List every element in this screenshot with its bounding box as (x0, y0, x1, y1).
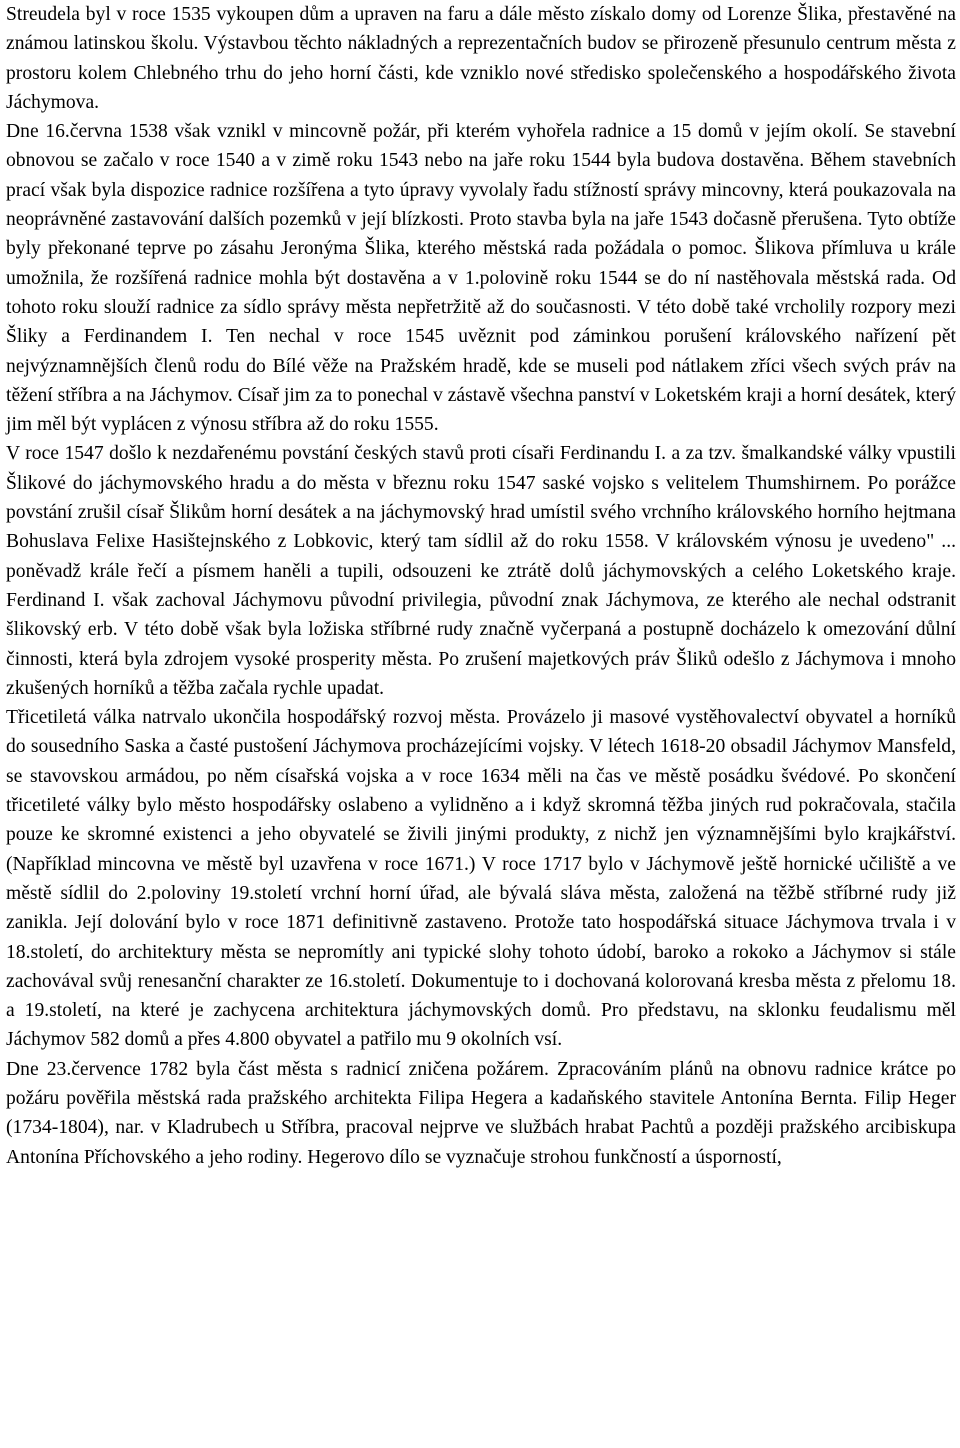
paragraph-5: Dne 23.července 1782 byla část města s radnicí zničena požárem. Zpracováním plánů na obnovu radnice krátce po požáru pověřila městská rada pražského architekta Filipa Hegera a kadaňského stavitele Antonína Bernta. Filip Heger (1734-1804), nar. v Kladrubech u Stříbra, pracoval nejprve ve službách hrabat Pachtů a později pražského arcibiskupa Antonína Příchovského a jeho rodiny. Hegerovo dílo se vyznačuje strohou funkčností a úsporností, (6, 1058, 956, 1168)
paragraph-1: Streudela byl v roce 1535 vykoupen dům a upraven na faru a dále město získalo domy od Lorenze Šlika, přestavěné na známou latinskou školu. Výstavbou těchto nákladných a reprezentačních budov se přirozeně přesunulo centrum města z prostoru kolem Chlebného trhu do jeho horní části, kde vzniklo nové středisko společenského a hospodářského života Jáchymova. (6, 4, 956, 113)
paragraph-4: Třicetiletá válka natrvalo ukončila hospodářský rozvoj města. Provázelo ji masové vystěhovalectví obyvatel a horníků do sousedního Saska a časté pustošení Jáchymova procházejícími vojsky. V létech 1618-20 obsadil Jáchymov Mansfeld, se stavovskou armádou, po něm císařská vojska a v roce 1634 měli na čas ve městě posádku švédové. Po skončení třicetileté války bylo město hospodářsky oslabeno a vylidněno a i když skromná těžba jiných rud pokračovala, stačila pouze ke skromné existenci a jeho obyvatelé se živili jinými produkty, z nichž jen významnějšími bylo krajkářství. (Například mincovna ve městě byl uzavřena v roce 1671.) V roce 1717 bylo v Jáchymově ještě hornické učiliště a ve městě sídlil do 2.poloviny 19.století vrchní horní úřad, ale bývalá sláva města, založená na těžbě stříbrné rudy již zanikla. Její dolování bylo v roce 1871 definitivně zastaveno. Protože tato hospodářská situace Jáchymova trvala i v 18.století, do architektury města se nepromítly ani typické slohy tohoto údobí, baroko a rokoko a Jáchymov si stále zachovával svůj renesanční charakter ze 16.století. Dokumentuje to i dochovaná kolorovaná kresba města z přelomu 18. a 19.století, na které je zachycena architektura jáchymovských domů. Pro představu, na sklonku feudalismu měl Jáchymov 582 domů a přes 4.800 obyvatel a patřilo mu 9 okolních vsí. (6, 707, 956, 1051)
paragraph-3: V roce 1547 došlo k nezdařenému povstání českých stavů proti císaři Ferdinandu I. a za tzv. šmalkandské války vpustili Šlikové do jáchymovského hradu a do města v březnu roku 1547 saské vojsko s velitelem Thumshirnem. Po porážce povstání zrušil císař Šlikům horní desátek a na jáchymovský hrad umístil svého vrchního královského horního hejtmana Bohuslava Felixe Hasištejnského z Lobkovic, který tam sídlil až do roku 1558. V královském výnosu je uvedeno" ... poněvadž krále řečí a písmem haněli a tupili, odsouzeni ke ztrátě dolů jáchymovských a celého Loketského kraje. Ferdinand I. však zachoval Jáchymovu původní privilegia, původní znak Jáchymova, ze kterého ale nechal odstranit šlikovský erb. V této době však byla ložiska stříbrné rudy značně vyčerpaná a postupně docházelo k omezování důlní činnosti, která byla zdrojem vysoké prosperity města. Po zrušení majetkových práv Šliků odešlo z Jáchymova i mnoho zkušených horníků a těžba začala rychle upadat. (6, 443, 956, 699)
document-page (6, 0, 956, 1172)
paragraph-2: Dne 16.června 1538 však vznikl v mincovně požár, při kterém vyhořela radnice a 15 domů v jejím okolí. Se stavební obnovou se začalo v roce 1540 a v zimě roku 1543 nebo na jaře roku 1544 byla budova dostavěna. Během stavebních prací však byla dispozice radnice rozšířena a tyto úpravy vyvolaly řadu stížností správy mincovny, která poukazovala na neoprávněné zastavování dalších pozemků v její blízkosti. Proto stavba byla na jaře 1543 dočasně přerušena. Tyto obtíže byly překonané teprve po zásahu Jeronýma Šlika, kterého městská rada požádala o pomoc. Šlikova přímluva u krále umožnila, že rozšířená radnice mohla být dostavěna a v 1.polovině roku 1544 se do ní nastěhovala městská rada. Od tohoto roku slouží radnice za sídlo správy města nepřetržitě až do současnosti. V této době také vrcholily rozpory mezi Šliky a Ferdinandem I. Ten nechal v roce 1545 uvěznit pod záminkou porušení královského nařízení pět nejvýznamnějších členů rodu do Bílé věže na Pražském hradě, kde se museli pod nátlakem zříci všech svých práv na těžení stříbra a na Jáchymov. Císař jim za to ponechal v zástavě všechna panství v Loketském kraji a horní desátek, který jim měl být vyplácen z výnosu stříbra až do roku 1555. (6, 121, 956, 436)
